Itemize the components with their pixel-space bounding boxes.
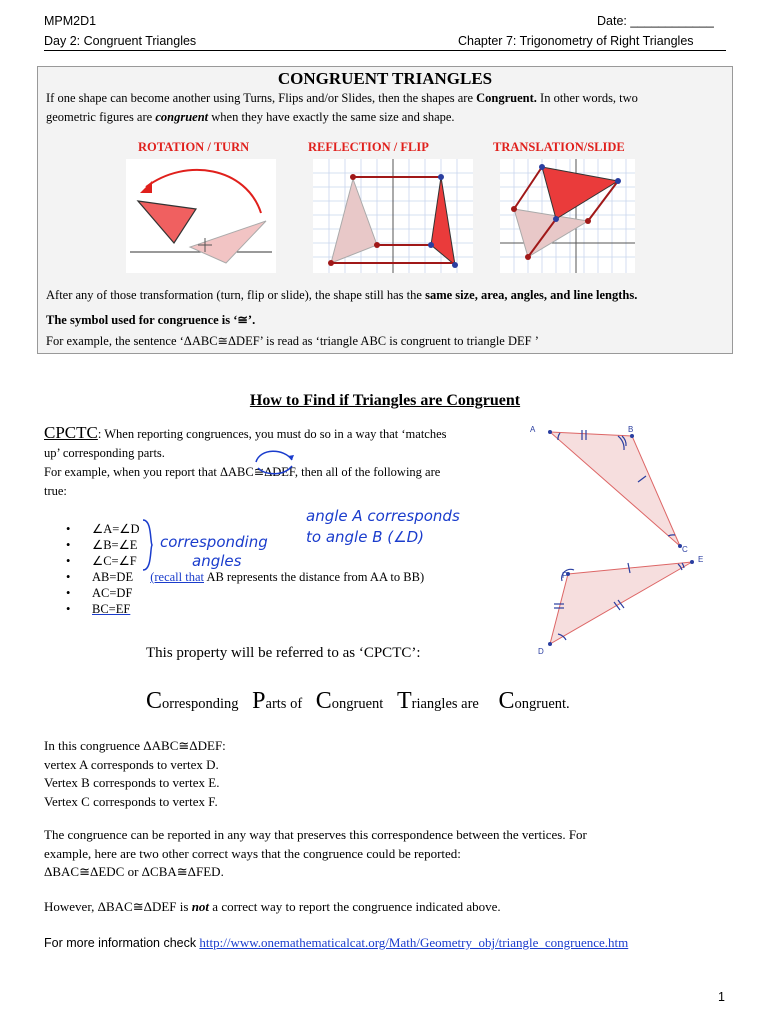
recall-link[interactable]: (recall that <box>150 570 204 584</box>
vertex-label-b: B <box>628 425 634 434</box>
intro-box <box>37 66 733 354</box>
page-number: 1 <box>718 990 725 1004</box>
list-item: • ∠A=∠D <box>66 521 546 537</box>
hand-angles: angles <box>192 552 242 570</box>
symbol-text: The symbol used for congruence is ‘≅’. <box>46 313 256 327</box>
list-item: • AC=DF <box>66 585 546 601</box>
section-heading: How to Find if Triangles are Congruent <box>249 392 521 409</box>
label-rotation: ROTATION / TURN <box>138 140 250 154</box>
label-reflection: REFLECTION / FLIP <box>308 140 429 154</box>
hand-note-line1: angle A corresponds <box>306 507 460 525</box>
course-code: MPM2D1 <box>44 14 97 28</box>
vertex-correspondence: In this congruence ΔABC≅ΔDEF: vertex A corresponds to vertex D. Vertex B corresponds to vertex E. Vertex C corresponds to vertex F. <box>44 738 226 809</box>
list-item: • ∠B=∠E <box>66 537 546 553</box>
reflection-figure <box>313 159 473 273</box>
list-item: • AB=DE (recall that AB represents the distance from AA to BB) <box>66 569 546 585</box>
chapter-title: Chapter 7: Trigonometry of Right Triangles <box>458 34 694 48</box>
more-info-link[interactable]: http://www.onemathematicalcat.org/Math/Geometry_obj/triangle_congruence.htm <box>199 935 629 950</box>
word-congruent-end: Congruent. <box>498 688 570 714</box>
list-item: • ∠C=∠F <box>66 553 546 569</box>
hand-note-line2: to angle B (∠D) <box>306 528 424 546</box>
list-item: • BC=EF <box>66 601 546 617</box>
however-line: However, ΔBAC≅ΔDEF is not a correct way to report the congruence indicated above. <box>44 899 501 914</box>
congruent-triangles-figure <box>520 418 756 660</box>
intro-text: If one shape can become another using Turns, Flips and/or Slides, then the shapes are Congruent. In other words, two geometric figures are congruent when they have exactly the same size and shape. <box>46 91 638 124</box>
vertex-label-a: A <box>530 425 536 434</box>
rotation-figure <box>126 159 276 273</box>
more-info-line: For more information check http://www.onemathematicalcat.org/Math/Geometry_obj/triangle_congruence.htm <box>44 935 629 950</box>
report-paragraph: The congruence can be reported in any way that preserves this correspondence between the vertices. For example, here are two other correct ways that the congruence could be reported: ΔBAC≅ΔEDC or ΔCBA≅ΔFED. <box>44 827 587 879</box>
word-triangles: Triangles are <box>396 688 479 714</box>
vertex-label-f: F <box>562 571 567 580</box>
cpctc-expansion <box>146 688 746 715</box>
vertex-label-d: D <box>538 647 544 656</box>
vertex-label-e: E <box>698 555 704 564</box>
hand-corresponding: corresponding <box>160 533 268 551</box>
translation-figure <box>500 159 635 273</box>
cpctc-intro: CPCTC: When reporting congruences, you must do so in a way that ‘matches up’ corresponding parts. For example, when you report that ΔABC≅ΔDEF, then all of the following are true: <box>44 423 447 498</box>
hand-arc-annotation <box>250 446 300 478</box>
example-text: For example, the sentence ‘ΔABC≅ΔDEF’ is read as ‘triangle ABC is congruent to triangle DEF ’ <box>46 334 539 348</box>
header-rule <box>44 50 726 51</box>
date-field: Date: ____________ <box>597 14 714 28</box>
word-parts: Parts of <box>252 688 303 714</box>
intro-title: CONGRUENT TRIANGLES <box>277 69 493 88</box>
day-title: Day 2: Congruent Triangles <box>44 34 197 48</box>
word-corresponding: Corresponding <box>146 688 239 714</box>
vertex-label-c: C <box>682 545 688 554</box>
word-congruent: Congruent <box>315 688 384 714</box>
after-transform-text: After any of those transformation (turn, flip or slide), the shape still has the same size, area, angles, and line lengths. <box>46 288 638 302</box>
property-line: This property will be referred to as ‘CPCTC’: <box>146 645 421 661</box>
cpctc-term: CPCTC <box>44 423 98 442</box>
label-translation: TRANSLATION/SLIDE <box>493 140 625 154</box>
hand-bracket <box>140 518 156 572</box>
